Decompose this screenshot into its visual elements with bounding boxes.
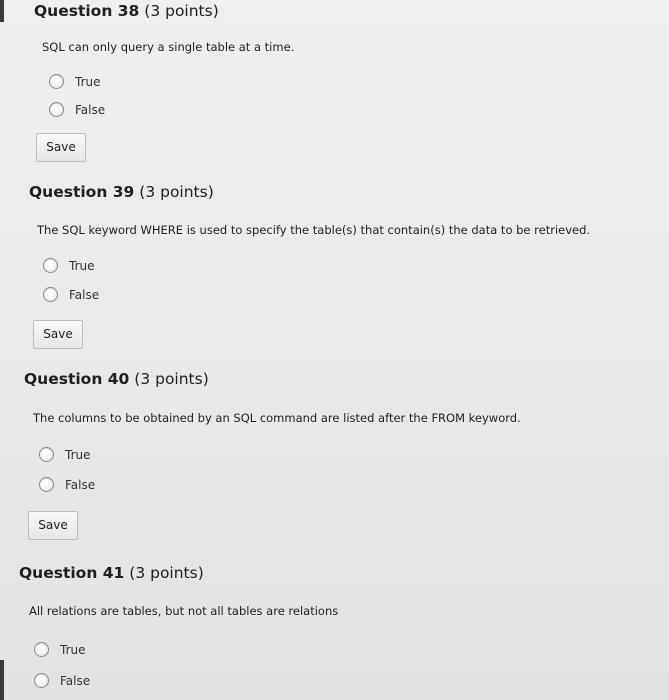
option-label: False [75, 102, 106, 117]
option-label: True [60, 642, 86, 657]
question-text: The SQL keyword WHERE is used to specify the table(s) that contain(s) the data to be retrieved. [37, 223, 591, 237]
option-label: True [69, 258, 95, 273]
question-number: Question 38 [34, 2, 140, 20]
question-points: (3 points) [144, 2, 219, 20]
option-true[interactable] [34, 642, 86, 657]
question-points: (3 points) [139, 183, 214, 201]
radio-button[interactable] [34, 642, 49, 657]
question-points: (3 points) [129, 564, 204, 582]
question-text: All relations are tables, but not all tables are relations [29, 604, 339, 618]
option-label: False [69, 287, 100, 302]
option-label: False [65, 477, 96, 492]
question-text: The columns to be obtained by an SQL command are listed after the FROM keyword. [33, 411, 521, 425]
option-label: True [75, 74, 101, 89]
question-text: SQL can only query a single table at a time. [42, 40, 295, 54]
save-button[interactable]: Save [33, 320, 83, 349]
question-number: Question 41 [19, 564, 125, 582]
save-button[interactable]: Save [36, 133, 86, 162]
option-label: False [60, 673, 91, 688]
option-false[interactable] [34, 673, 90, 688]
question-number: Question 40 [24, 370, 130, 388]
question-number: Question 39 [29, 183, 135, 201]
question-points: (3 points) [134, 370, 209, 388]
save-button[interactable]: Save [28, 511, 78, 540]
radio-button[interactable] [34, 673, 49, 688]
question-title [19, 564, 204, 582]
option-label: True [65, 447, 91, 462]
